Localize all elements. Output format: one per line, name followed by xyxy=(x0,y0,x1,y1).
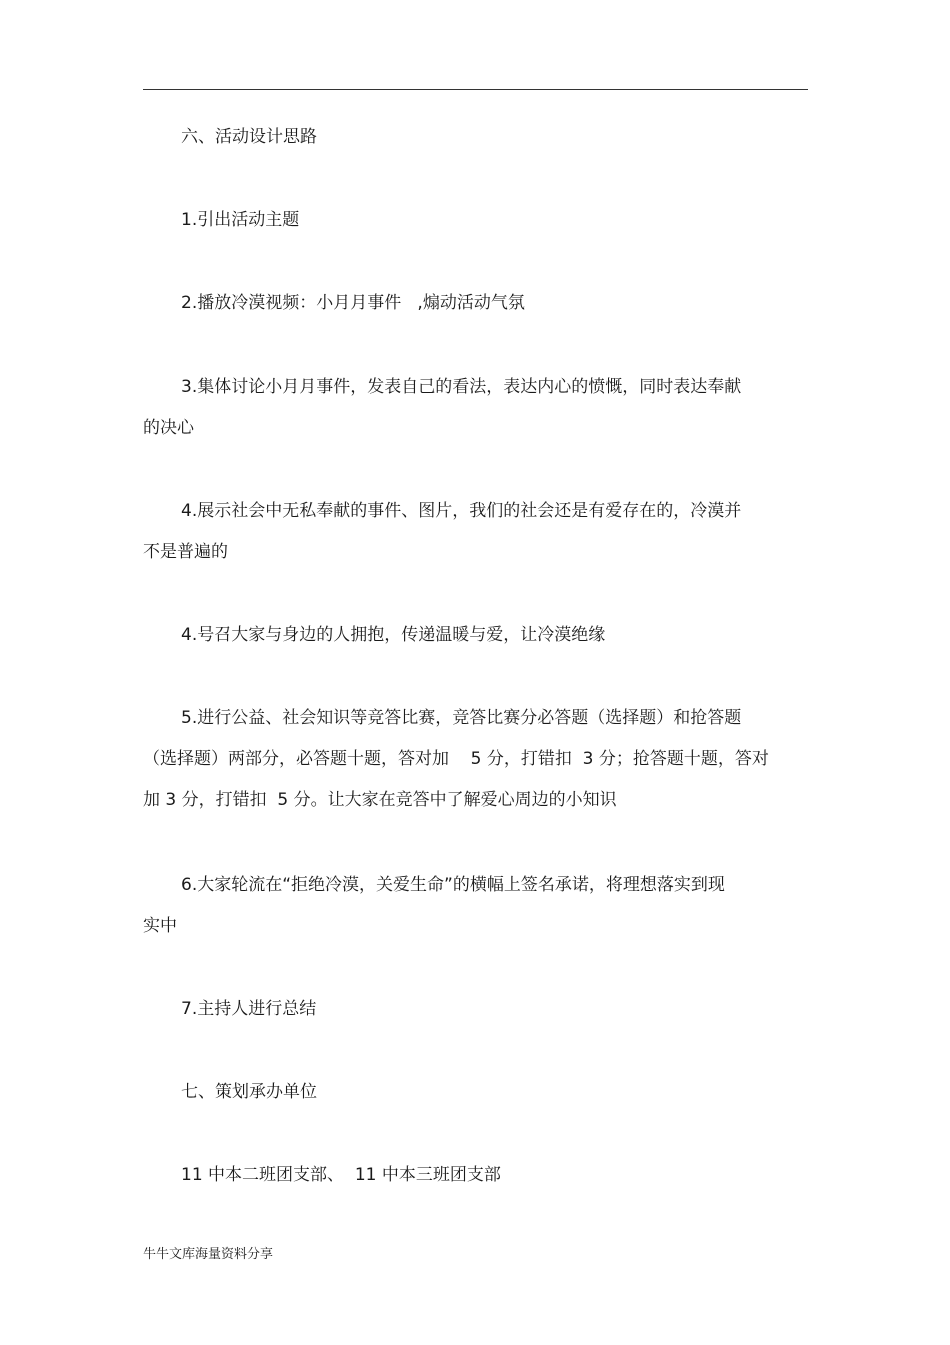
paragraph-organizers xyxy=(143,1155,803,1196)
text-line: 六、活动设计思路 xyxy=(181,127,317,147)
paragraph-step-5 xyxy=(143,698,803,821)
text-line: 的决心 xyxy=(143,418,194,438)
text-line: 实中 xyxy=(143,916,177,936)
text-line: 2.播放冷漠视频：小月月事件 ,煽动活动气氛 xyxy=(181,293,525,313)
text-line: 加 3 分，打错扣 5 分。让大家在竞答中了解爱心周边的小知识 xyxy=(143,790,617,810)
text-line: 4.号召大家与身边的人拥抱，传递温暖与爱，让冷漠绝缘 xyxy=(181,625,606,645)
paragraph-step-3 xyxy=(143,367,803,449)
paragraph-step-6 xyxy=(143,865,803,947)
text-line: 4.展示社会中无私奉献的事件、图片，我们的社会还是有爱存在的，冷漠并 xyxy=(181,501,742,521)
section-heading-organizer xyxy=(143,1072,803,1113)
text-line: 6.大家轮流在“拒绝冷漠，关爱生命”的横幅上签名承诺，将理想落实到现 xyxy=(181,875,725,895)
section-heading-design xyxy=(143,117,803,158)
text-line: 7.主持人进行总结 xyxy=(181,999,317,1019)
text-line: （选择题）两部分，必答题十题，答对加 5 分，打错扣 3 分；抢答题十题，答对 xyxy=(143,749,769,769)
text-line: 5.进行公益、社会知识等竞答比赛，竞答比赛分必答题（选择题）和抢答题 xyxy=(181,708,742,728)
text-line: 七、策划承办单位 xyxy=(181,1082,317,1102)
header-rule xyxy=(143,89,808,90)
paragraph-step-4b xyxy=(143,615,803,656)
text-line: 1.引出活动主题 xyxy=(181,210,300,230)
text-line: 3.集体讨论小月月事件，发表自己的看法，表达内心的愤慨，同时表达奉献 xyxy=(181,377,742,397)
paragraph-step-7 xyxy=(143,989,803,1030)
page-footer: 牛牛文库海量资料分享 xyxy=(143,1247,274,1262)
paragraph-step-4a xyxy=(143,491,803,573)
text-line: 不是普遍的 xyxy=(143,542,228,562)
paragraph-step-2 xyxy=(143,283,803,324)
paragraph-step-1 xyxy=(143,200,803,241)
text-line: 11 中本二班团支部、 11 中本三班团支部 xyxy=(181,1165,501,1185)
